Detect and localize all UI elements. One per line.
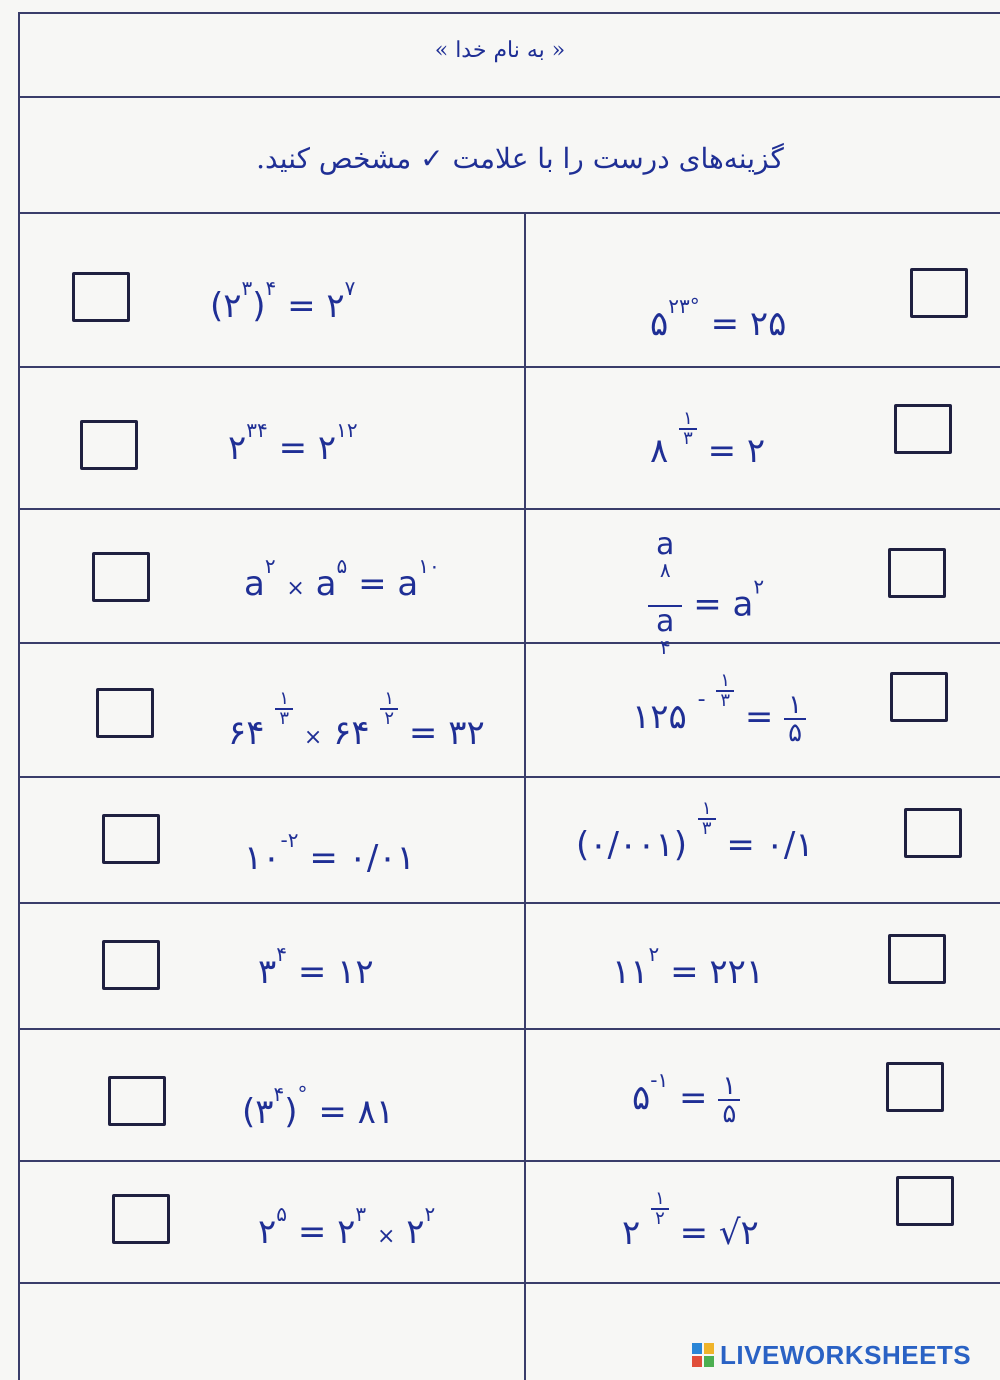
checkbox-row3-right[interactable]: [888, 548, 946, 598]
row-divider: [18, 776, 1000, 778]
equation-row6-left: $۳^۴$ = ۱۲: [258, 942, 374, 992]
checkbox-row4-right[interactable]: [890, 672, 948, 722]
header-divider: [18, 212, 1000, 214]
checkbox-row2-right[interactable]: [894, 404, 952, 454]
equation-row6-right: $۱۱^۲$ = ۲۲۱: [612, 942, 765, 992]
checkbox-row7-left[interactable]: [108, 1076, 166, 1126]
checkbox-row1-right[interactable]: [910, 268, 968, 318]
equation-row8-right: ۲ $\frac{۱}{۲}$ = √۲: [622, 1188, 759, 1253]
equation-row7-left: $(۳^۴)^\circ$ = ۸۱: [242, 1082, 395, 1132]
equation-row1-right: $۵^{۲۳^\circ}$ = ۲۵: [650, 294, 787, 344]
checkbox-row4-left[interactable]: [96, 688, 154, 738]
column-divider: [524, 212, 526, 1380]
title-divider: [18, 96, 1000, 98]
checkbox-row6-left[interactable]: [102, 940, 160, 990]
equation-row1-left: $(۲^۳)^۴$ = $۲^۷$: [210, 276, 356, 326]
row-divider: [18, 366, 1000, 368]
checkbox-row8-left[interactable]: [112, 1194, 170, 1244]
row-divider: [18, 1028, 1000, 1030]
top-border: [18, 12, 1000, 14]
equation-row3-right: a $^۸$ a $^۴$ = $a^۲$: [648, 530, 764, 682]
checkbox-row8-right[interactable]: [896, 1176, 954, 1226]
row-divider: [18, 642, 1000, 644]
checkbox-row2-left[interactable]: [80, 420, 138, 470]
checkbox-row5-right[interactable]: [904, 808, 962, 858]
checkbox-row3-left[interactable]: [92, 552, 150, 602]
worksheet-instruction: گزینه‌های درست را با علامت ✓ مشخص کنید.: [256, 142, 784, 175]
equation-row3-left: $a^۲ \times a^۵ = a^{۱۰}$: [244, 554, 440, 604]
checkbox-row1-left[interactable]: [72, 272, 130, 322]
equation-row7-right: $۵^{-۱}$ = $\frac{۱}{۵}$: [632, 1070, 740, 1127]
row-divider: [18, 1282, 1000, 1284]
equation-row4-left: ۶۴ $\frac{۱}{۳}$ × ۶۴ $\frac{۱}{۲}$ = ۳۲: [228, 688, 485, 753]
equation-row2-right: ۸ $\frac{۱}{۳}$ = ۲: [650, 408, 766, 471]
equation-row5-right: (۰/۰۰۱) $\frac{۱}{۳}$ = ۰/۱: [576, 798, 814, 865]
liveworksheets-brand-text: LIVEWORKSHEETS: [720, 1339, 972, 1370]
equation-row4-right: ۱۲۵ - $\frac{۱}{۳}$ = $\frac{۱}{۵}$: [632, 672, 806, 746]
liveworksheets-logo-icon: [692, 1343, 714, 1367]
row-divider: [18, 902, 1000, 904]
equation-row2-left: $۲^{۳۴}$ = $۲^{۱۲}$: [228, 418, 358, 468]
row-divider: [18, 1160, 1000, 1162]
checkbox-row6-right[interactable]: [888, 934, 946, 984]
row-divider: [18, 508, 1000, 510]
liveworksheets-logo[interactable]: [692, 1340, 971, 1370]
worksheet-title: « به نام خدا »: [434, 38, 566, 63]
left-border: [18, 12, 20, 1380]
equation-row5-left: $۱۰^{-۲}$ = ۰/۰۱: [244, 828, 415, 878]
checkbox-row5-left[interactable]: [102, 814, 160, 864]
checkbox-row7-right[interactable]: [886, 1062, 944, 1112]
equation-row8-left: $۲^۵$ = $۲^۳$ × $۲^۲$: [258, 1202, 436, 1252]
